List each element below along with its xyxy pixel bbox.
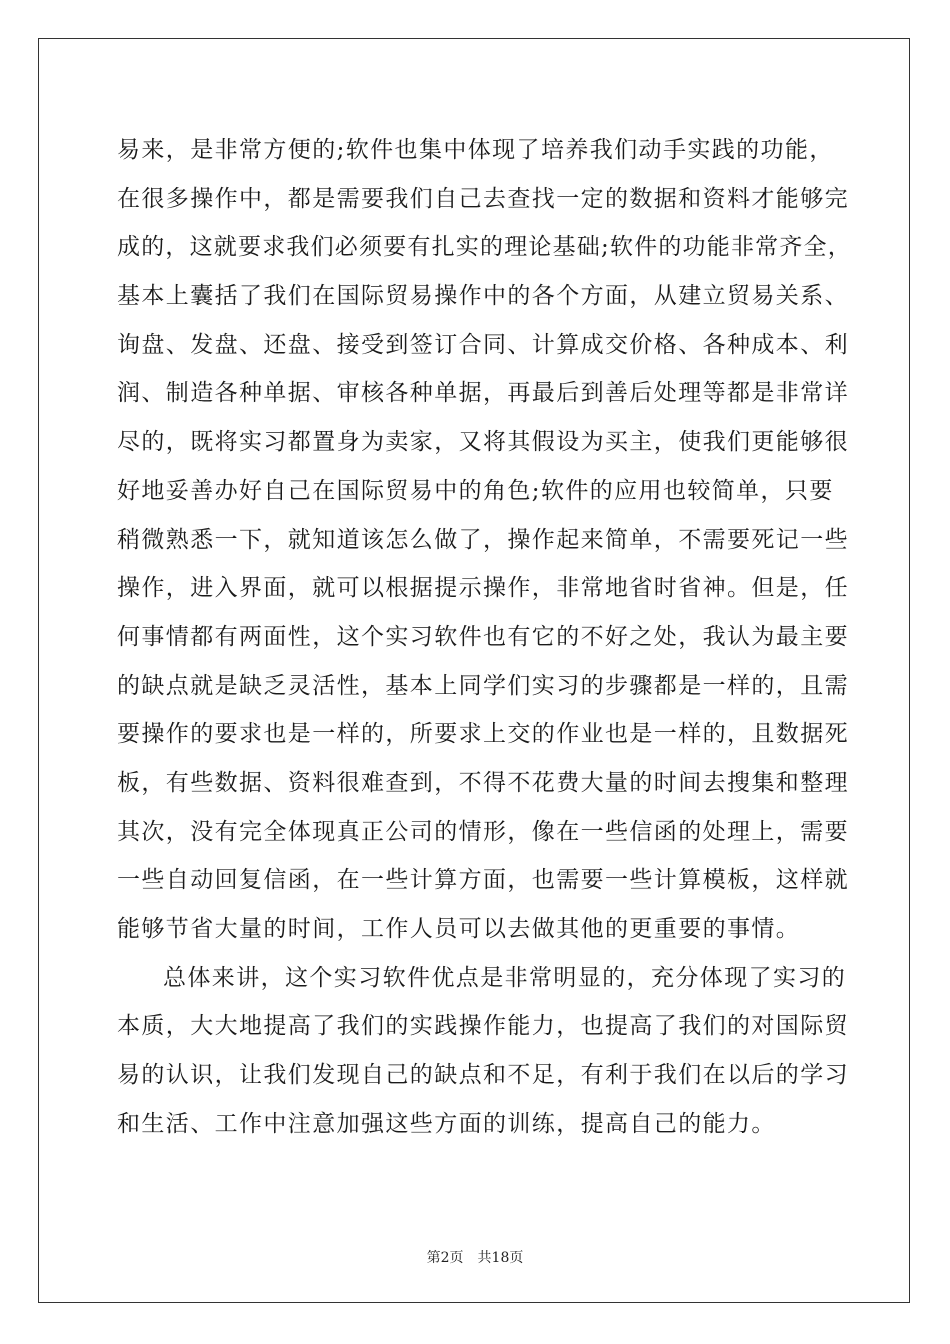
text-line: 在很多操作中，都是需要我们自己去查找一定的数据和资料才能够完 [117, 185, 849, 212]
text-line: 能够节省大量的时间，工作人员可以去做其他的更重要的事情。 [117, 916, 801, 942]
page-number-footer: 第2页 共18页 [426, 1250, 524, 1266]
text-line: 询盘、发盘、还盘、接受到签订合同、计算成交价格、各种成本、利 [117, 331, 849, 358]
text-line: 一些自动回复信函，在一些计算方面，也需要一些计算模板，这样就 [117, 867, 849, 894]
text-line: 尽的，既将实习都置身为卖家，又将其假设为买主，使我们更能够很 [117, 429, 849, 456]
text-line: 的缺点就是缺乏灵活性，基本上同学们实习的步骤都是一样的，且需 [117, 672, 849, 699]
text-line: 本质，大大地提高了我们的实践操作能力，也提高了我们的对国际贸 [117, 1013, 849, 1040]
text-line: 要操作的要求也是一样的，所要求上交的作业也是一样的，且数据死 [117, 721, 849, 748]
text-line: 和生活、工作中注意加强这些方面的训练，提高自己的能力。 [117, 1110, 776, 1137]
text-line: 其次，没有完全体现真正公司的情形，像在一些信函的处理上，需要 [117, 818, 849, 845]
text-line: 何事情都有两面性，这个实习软件也有它的不好之处，我认为最主要 [117, 623, 849, 650]
text-line: 成的，这就要求我们必须要有扎实的理论基础;软件的功能非常齐全， [117, 234, 852, 261]
text-line: 易来，是非常方便的;软件也集中体现了培养我们动手实践的功能， [117, 137, 834, 163]
text-line: 润、制造各种单据、审核各种单据，再最后到善后处理等都是非常详 [117, 380, 849, 407]
text-line: 好地妥善办好自己在国际贸易中的角色;软件的应用也较简单，只要 [117, 477, 834, 504]
text-line: 板，有些数据、资料很难查到，不得不花费大量的时间去搜集和整理 [117, 769, 849, 796]
text-line: 操作，进入界面，就可以根据提示操作，非常地省时省神。但是，任 [117, 575, 849, 602]
paragraph-2 [117, 954, 852, 1149]
text-line: 易的认识，让我们发现自己的缺点和不足，有利于我们在以后的学习 [117, 1062, 849, 1089]
document-body [117, 126, 852, 1148]
text-line: 稍微熟悉一下，就知道该怎么做了，操作起来简单，不需要死记一些 [117, 526, 849, 553]
paragraph-1 [117, 126, 852, 954]
text-line: 基本上囊括了我们在国际贸易操作中的各个方面，从建立贸易关系、 [117, 283, 849, 310]
text-line-indented: 总体来讲，这个实习软件优点是非常明显的，充分体现了实习的 [163, 964, 847, 991]
